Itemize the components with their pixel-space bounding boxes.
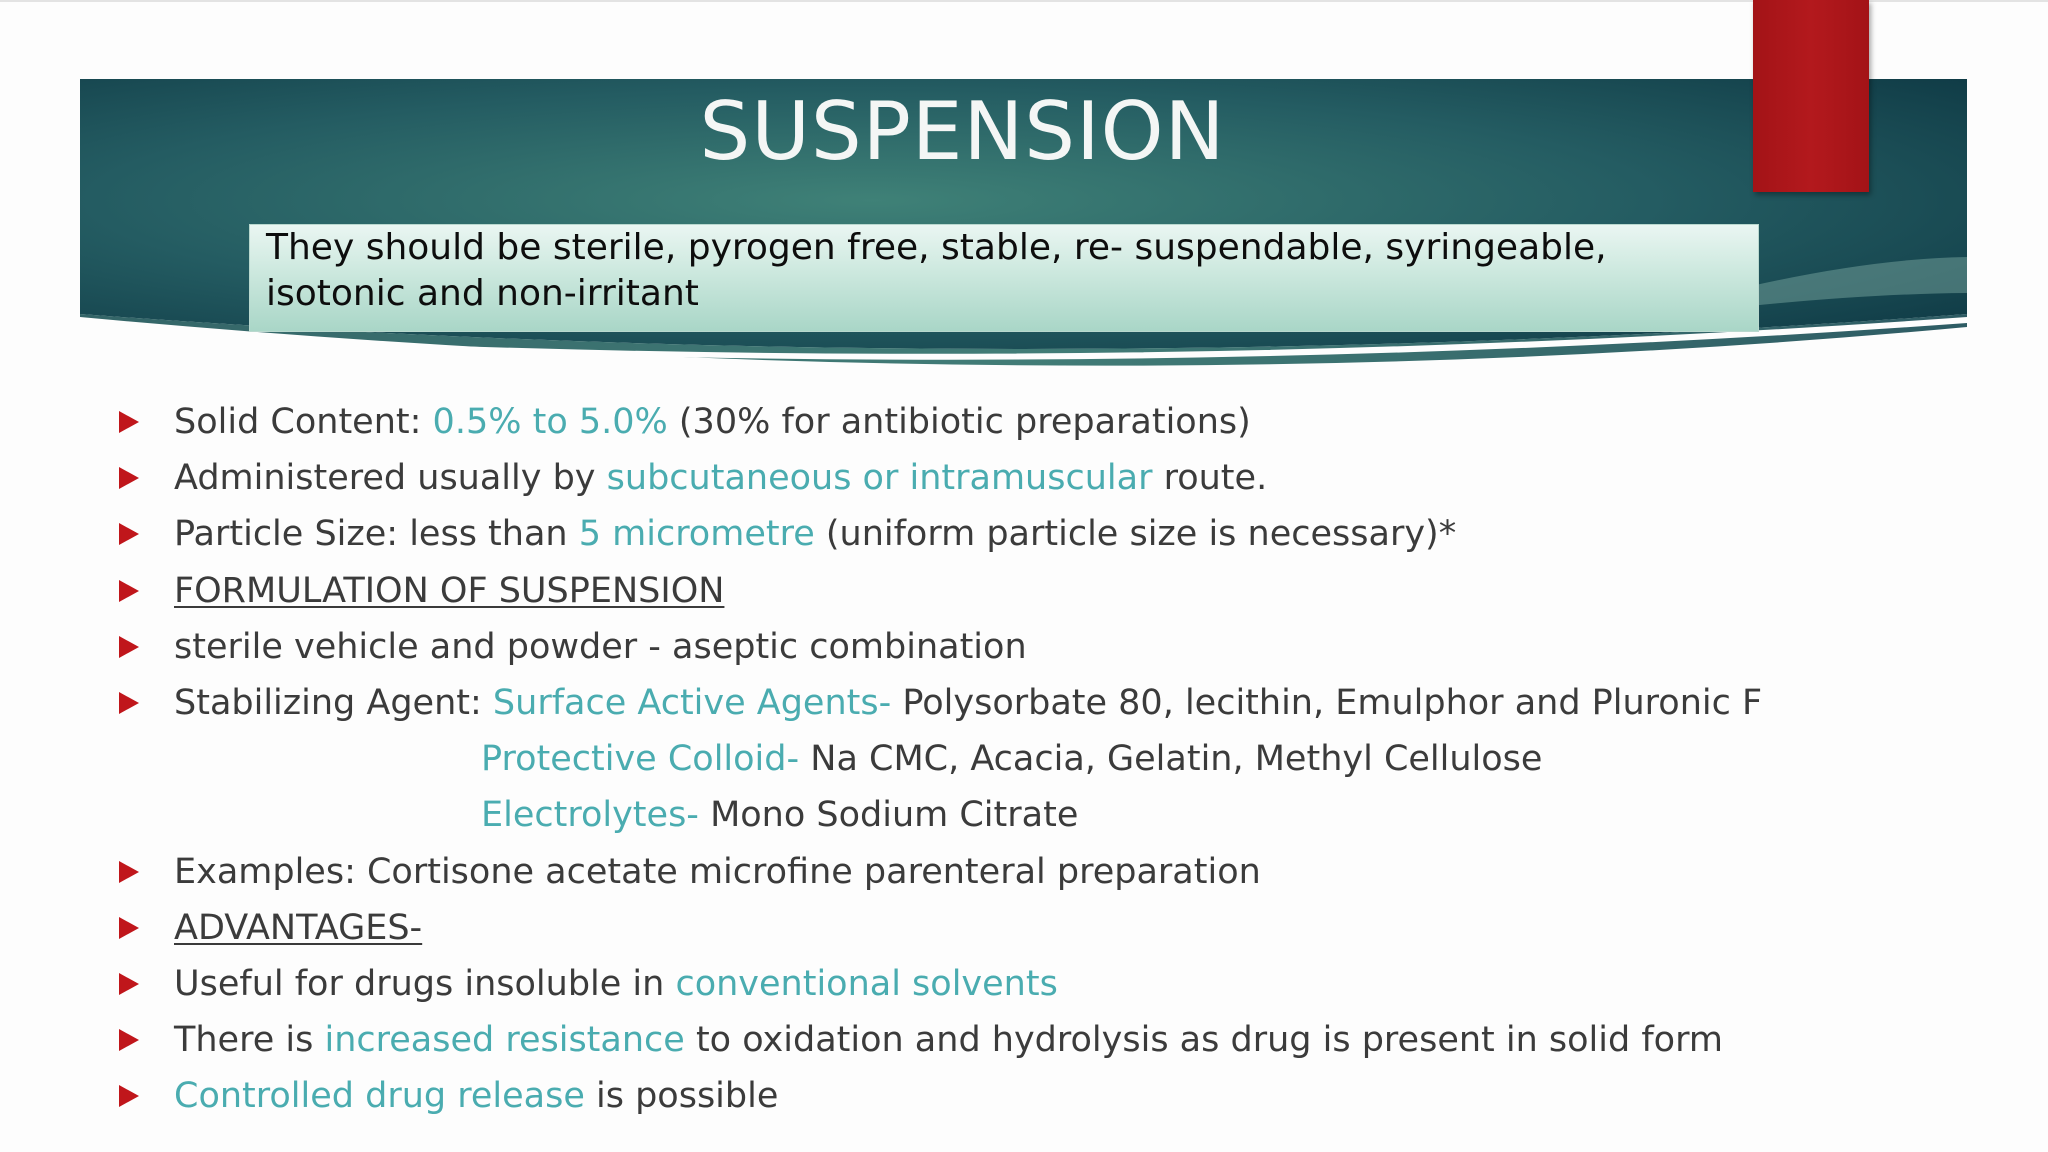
subtitle-box: [249, 224, 1759, 332]
bullet-item: [0, 619, 2048, 675]
bullet-item: [0, 731, 2048, 787]
triangle-bullet-icon: [119, 523, 139, 545]
text-segment: Mono Sodium Citrate: [698, 795, 1079, 836]
text-segment: Administered usually by: [174, 458, 607, 499]
text-segment: Particle Size: less than: [174, 514, 579, 555]
highlighted-text: conventional solvents: [675, 963, 1058, 1004]
bullet-text: [174, 964, 1058, 1004]
bullet-text: [481, 795, 1078, 835]
highlighted-text: 5 micrometre: [578, 514, 815, 555]
bullet-item: [0, 787, 2048, 843]
highlighted-text: Surface Active Agents-: [492, 683, 892, 724]
text-segment: There is: [174, 1020, 325, 1061]
bullet-text: [174, 458, 1267, 498]
triangle-bullet-icon: [119, 1029, 139, 1051]
text-segment: is possible: [584, 1076, 779, 1117]
highlighted-text: 0.5% to 5.0%: [432, 402, 668, 443]
bullet-text: [174, 852, 1261, 892]
text-segment: Solid Content:: [174, 402, 433, 443]
highlighted-text: Protective Colloid-: [481, 739, 800, 780]
text-segment: Examples: Cortisone acetate microfine parenteral preparation: [174, 851, 1261, 892]
section-heading: ADVANTAGES-: [174, 907, 423, 948]
triangle-bullet-icon: [119, 692, 139, 714]
triangle-bullet-icon: [119, 411, 139, 433]
bullet-text: [174, 908, 422, 948]
subtitle-text: They should be sterile, pyrogen free, stable, re- suspendable, syringeable, isotonic and non-irritant: [266, 227, 1607, 314]
triangle-bullet-icon: [119, 861, 139, 883]
top-divider: [0, 0, 2048, 2]
triangle-bullet-icon: [119, 636, 139, 658]
bullet-item: [0, 900, 2048, 956]
text-segment: sterile vehicle and powder - aseptic combination: [174, 626, 1027, 667]
bullet-item: [0, 1012, 2048, 1068]
highlighted-text: increased resistance: [324, 1020, 685, 1061]
slide-title: SUSPENSION: [699, 85, 1226, 178]
triangle-bullet-icon: [119, 973, 139, 995]
text-segment: to oxidation and hydrolysis as drug is present in solid form: [684, 1020, 1723, 1061]
bullet-item: [0, 394, 2048, 450]
highlighted-text: Controlled drug release: [174, 1076, 585, 1117]
bullet-item: [0, 506, 2048, 562]
text-segment: Useful for drugs insoluble in: [174, 963, 676, 1004]
bullet-item: [0, 1068, 2048, 1124]
triangle-bullet-icon: [119, 580, 139, 602]
text-segment: (uniform particle size is necessary)*: [814, 514, 1457, 555]
text-segment: Stabilizing Agent:: [174, 683, 493, 724]
section-heading: FORMULATION OF SUSPENSION: [174, 570, 725, 611]
text-segment: (30% for antibiotic preparations): [667, 402, 1251, 443]
text-segment: Na CMC, Acacia, Gelatin, Methyl Cellulose: [799, 739, 1543, 780]
text-segment: route.: [1152, 458, 1268, 499]
bullet-item: [0, 844, 2048, 900]
bullet-item: [0, 956, 2048, 1012]
bullet-text: [481, 739, 1542, 779]
triangle-bullet-icon: [119, 917, 139, 939]
bullet-text: [174, 683, 1762, 723]
highlighted-text: Electrolytes-: [481, 795, 699, 836]
bullet-text: [174, 1020, 1723, 1060]
bullet-text: [174, 627, 1027, 667]
bullet-text: [174, 402, 1251, 442]
bullet-text: [174, 514, 1456, 554]
triangle-bullet-icon: [119, 1085, 139, 1107]
bullet-text: [174, 1076, 778, 1116]
bullet-text: [174, 571, 724, 611]
bullet-item: [0, 450, 2048, 506]
bullet-list: [0, 394, 2048, 1124]
highlighted-text: subcutaneous or intramuscular: [606, 458, 1153, 499]
triangle-bullet-icon: [119, 467, 139, 489]
bullet-item: [0, 675, 2048, 731]
text-segment: Polysorbate 80, lecithin, Emulphor and Pluronic F: [891, 683, 1763, 724]
bullet-item: [0, 563, 2048, 619]
